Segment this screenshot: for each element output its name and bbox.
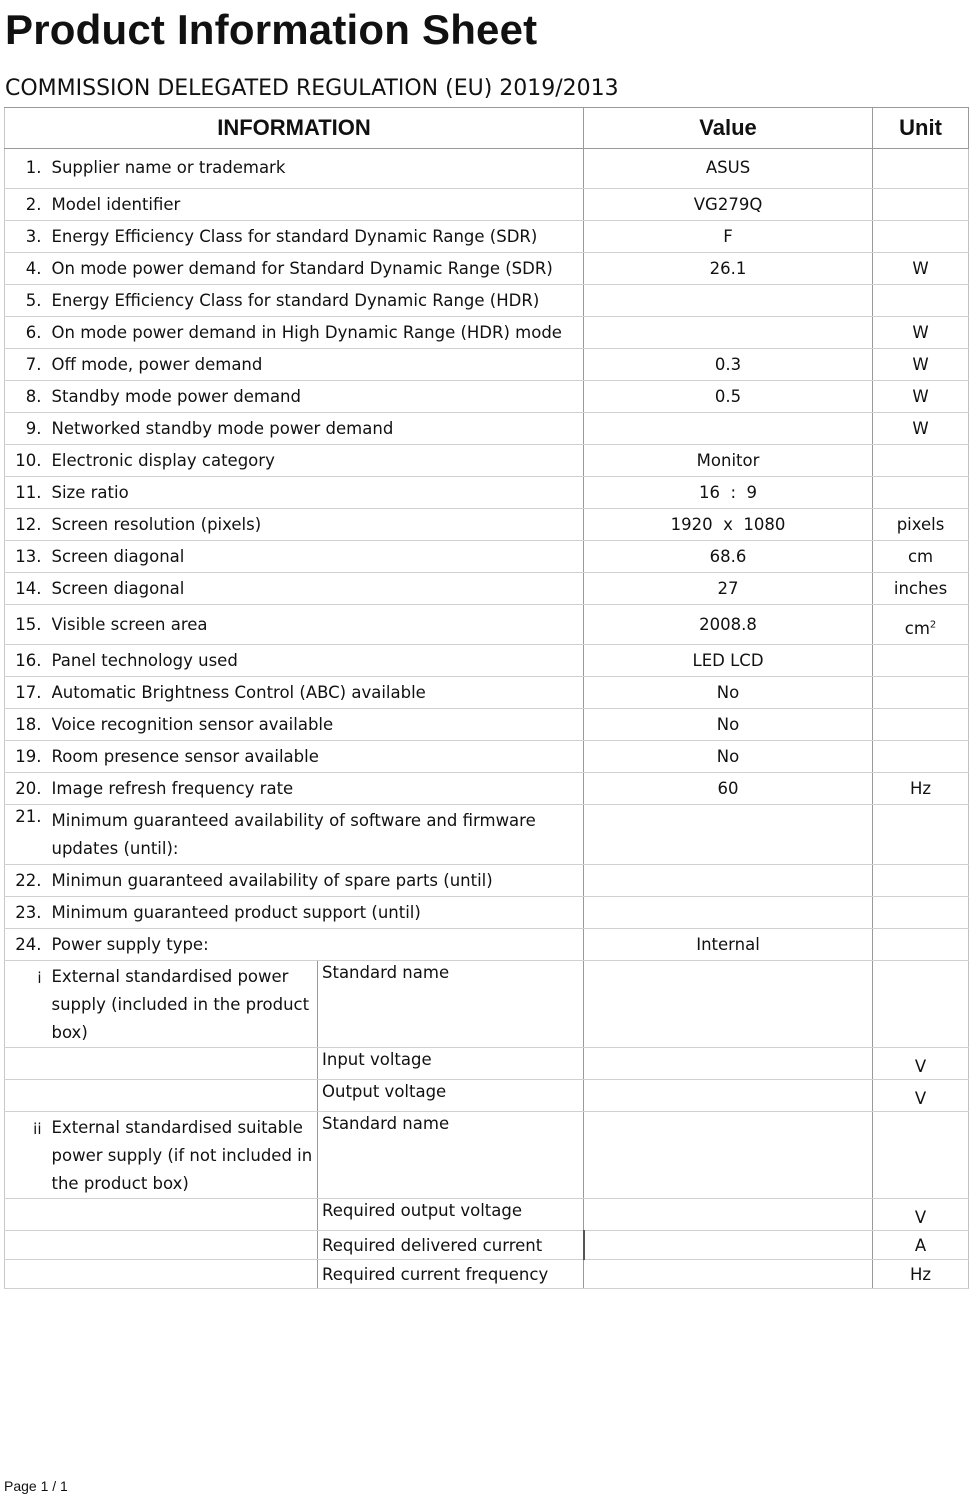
- row-number: 10.: [5, 445, 52, 477]
- row-value: Monitor: [584, 445, 873, 477]
- product-info-table: [4, 107, 969, 1289]
- row-label: Energy Efficiency Class for standard Dynamic Range (SDR): [52, 221, 584, 253]
- row-value: F: [584, 221, 873, 253]
- table-row: [5, 149, 969, 189]
- sub-item-name: Standard name: [318, 961, 584, 1048]
- row-label: Room presence sensor available: [52, 741, 584, 773]
- row-value: [584, 1080, 873, 1112]
- row-value: [584, 865, 873, 897]
- row-value: [584, 1199, 873, 1231]
- row-unit: W: [873, 381, 969, 413]
- row-value: No: [584, 677, 873, 709]
- table-row: [5, 1048, 969, 1080]
- row-value: 2008.8: [584, 605, 873, 645]
- row-value: [584, 805, 873, 865]
- row-value: 27: [584, 573, 873, 605]
- table-row: [5, 1199, 969, 1231]
- sub-item-name: Required current frequency: [318, 1260, 584, 1289]
- regulation-subtitle: COMMISSION DELEGATED REGULATION (EU) 2019/2013: [5, 76, 619, 101]
- row-number: 17.: [5, 677, 52, 709]
- row-number: 21.: [5, 805, 52, 865]
- row-unit: [873, 709, 969, 741]
- row-value: [584, 317, 873, 349]
- row-number: 13.: [5, 541, 52, 573]
- row-label: Screen diagonal: [52, 541, 584, 573]
- row-value: 68.6: [584, 541, 873, 573]
- row-unit: V: [873, 1048, 969, 1080]
- row-unit: [873, 605, 969, 645]
- row-number: 6.: [5, 317, 52, 349]
- row-unit: [873, 677, 969, 709]
- table-row: [5, 865, 969, 897]
- row-number: 4.: [5, 253, 52, 285]
- row-unit: W: [873, 253, 969, 285]
- row-number: 12.: [5, 509, 52, 541]
- table-row: [5, 929, 969, 961]
- table-row: [5, 709, 969, 741]
- table-row: [5, 317, 969, 349]
- sub-item-name: Required delivered current: [318, 1231, 584, 1260]
- row-unit: [873, 1112, 969, 1199]
- row-label: Energy Efficiency Class for standard Dynamic Range (HDR): [52, 285, 584, 317]
- row-number: 3.: [5, 221, 52, 253]
- row-number: 1.: [5, 149, 52, 189]
- table-row: [5, 253, 969, 285]
- row-label-line: supply (included in the product: [51, 995, 310, 1014]
- row-unit: [873, 805, 969, 865]
- row-unit: V: [873, 1199, 969, 1231]
- header-information: INFORMATION: [5, 108, 584, 149]
- row-label-line: Minimum guaranteed availability of software and firmware: [51, 811, 536, 830]
- row-label: [52, 961, 318, 1048]
- row-number: 15.: [5, 605, 52, 645]
- table-row: [5, 285, 969, 317]
- unit-text: cm: [904, 619, 930, 638]
- row-label: On mode power demand in High Dynamic Range (HDR) mode: [52, 317, 584, 349]
- row-unit: [873, 897, 969, 929]
- row-label: Standby mode power demand: [52, 381, 584, 413]
- table-row: [5, 1231, 969, 1260]
- row-number: 22.: [5, 865, 52, 897]
- row-label: Screen resolution (pixels): [52, 509, 584, 541]
- row-unit: cm: [873, 541, 969, 573]
- row-number: 18.: [5, 709, 52, 741]
- row-value: [584, 1231, 873, 1260]
- row-unit: W: [873, 349, 969, 381]
- page-number: Page 1 / 1: [4, 1478, 68, 1494]
- row-label: Size ratio: [52, 477, 584, 509]
- row-unit: Hz: [873, 773, 969, 805]
- row-value: [584, 961, 873, 1048]
- table-row: [5, 413, 969, 445]
- row-unit: [873, 929, 969, 961]
- row-number: 11.: [5, 477, 52, 509]
- row-label: Image refresh frequency rate: [52, 773, 584, 805]
- row-value: 60: [584, 773, 873, 805]
- row-value: 16 : 9: [584, 477, 873, 509]
- table-row: [5, 1080, 969, 1112]
- row-unit: pixels: [873, 509, 969, 541]
- sub-item-name: Standard name: [318, 1112, 584, 1199]
- table-row: [5, 897, 969, 929]
- sub-item-name: Input voltage: [318, 1048, 584, 1080]
- row-value: [584, 285, 873, 317]
- row-number: 2.: [5, 189, 52, 221]
- row-value: No: [584, 709, 873, 741]
- page-title: Product Information Sheet: [5, 6, 538, 53]
- row-label-line: External standardised suitable: [51, 1118, 303, 1137]
- row-marker: ii: [5, 1112, 52, 1199]
- table-row: [5, 221, 969, 253]
- table-row: [5, 509, 969, 541]
- row-value: Internal: [584, 929, 873, 961]
- row-label: [52, 805, 584, 865]
- table-row: [5, 381, 969, 413]
- row-label: Minimun guaranteed availability of spare parts (until): [52, 865, 584, 897]
- row-marker: i: [5, 961, 52, 1048]
- row-label: On mode power demand for Standard Dynamic Range (SDR): [52, 253, 584, 285]
- row-number: 14.: [5, 573, 52, 605]
- row-label: Voice recognition sensor available: [52, 709, 584, 741]
- row-unit: [873, 445, 969, 477]
- row-unit: inches: [873, 573, 969, 605]
- header-value: Value: [584, 108, 873, 149]
- row-number: 20.: [5, 773, 52, 805]
- row-unit: [873, 645, 969, 677]
- row-value: [584, 1048, 873, 1080]
- sub-item-name: Output voltage: [318, 1080, 584, 1112]
- row-label-line: the product box): [51, 1174, 189, 1193]
- row-label-line: updates (until):: [51, 839, 179, 858]
- unit-superscript: 2: [929, 619, 937, 631]
- row-label: [52, 1112, 318, 1199]
- row-label: Networked standby mode power demand: [52, 413, 584, 445]
- table-row: [5, 805, 969, 865]
- row-label: Supplier name or trademark: [52, 149, 584, 189]
- row-number: 8.: [5, 381, 52, 413]
- row-label: Electronic display category: [52, 445, 584, 477]
- row-value: 0.5: [584, 381, 873, 413]
- table-row: [5, 741, 969, 773]
- row-value: [584, 1260, 873, 1289]
- table-row: [5, 677, 969, 709]
- table-row: [5, 773, 969, 805]
- row-number: 7.: [5, 349, 52, 381]
- table-row: [5, 477, 969, 509]
- row-label: Visible screen area: [52, 605, 584, 645]
- row-number: 16.: [5, 645, 52, 677]
- row-number: 19.: [5, 741, 52, 773]
- row-label: Automatic Brightness Control (ABC) available: [52, 677, 584, 709]
- row-value: [584, 897, 873, 929]
- row-value: 1920 x 1080: [584, 509, 873, 541]
- table-row: [5, 1112, 969, 1199]
- row-value: [584, 1112, 873, 1199]
- row-label-line: box): [51, 1023, 88, 1042]
- row-unit: [873, 865, 969, 897]
- row-label: Power supply type:: [52, 929, 584, 961]
- row-label: Screen diagonal: [52, 573, 584, 605]
- row-value: VG279Q: [584, 189, 873, 221]
- row-unit: [873, 285, 969, 317]
- row-unit: [873, 221, 969, 253]
- row-value: ASUS: [584, 149, 873, 189]
- row-label: Model identifier: [52, 189, 584, 221]
- row-unit: W: [873, 413, 969, 445]
- row-label: Minimum guaranteed product support (until): [52, 897, 584, 929]
- table-header-row: [5, 108, 969, 149]
- row-number: 5.: [5, 285, 52, 317]
- header-unit: Unit: [873, 108, 969, 149]
- row-unit: [873, 741, 969, 773]
- row-unit: [873, 477, 969, 509]
- table-row: [5, 605, 969, 645]
- table-row: [5, 1260, 969, 1289]
- table-row: [5, 573, 969, 605]
- row-label-line: power supply (if not included in: [51, 1146, 313, 1165]
- row-number: 9.: [5, 413, 52, 445]
- table-row: [5, 645, 969, 677]
- table-row: [5, 349, 969, 381]
- row-unit: Hz: [873, 1260, 969, 1289]
- row-value: No: [584, 741, 873, 773]
- row-unit: V: [873, 1080, 969, 1112]
- row-label: Off mode, power demand: [52, 349, 584, 381]
- row-value: LED LCD: [584, 645, 873, 677]
- row-number: 24.: [5, 929, 52, 961]
- table-row: [5, 445, 969, 477]
- table-row: [5, 189, 969, 221]
- table-row: [5, 541, 969, 573]
- row-unit: [873, 189, 969, 221]
- row-value: 26.1: [584, 253, 873, 285]
- row-label-line: External standardised power: [51, 967, 289, 986]
- row-unit: [873, 961, 969, 1048]
- row-label: Panel technology used: [52, 645, 584, 677]
- row-unit: A: [873, 1231, 969, 1260]
- row-value: 0.3: [584, 349, 873, 381]
- row-unit: W: [873, 317, 969, 349]
- table-row: [5, 961, 969, 1048]
- row-value: [584, 413, 873, 445]
- row-unit: [873, 149, 969, 189]
- sub-item-name: Required output voltage: [318, 1199, 584, 1231]
- row-number: 23.: [5, 897, 52, 929]
